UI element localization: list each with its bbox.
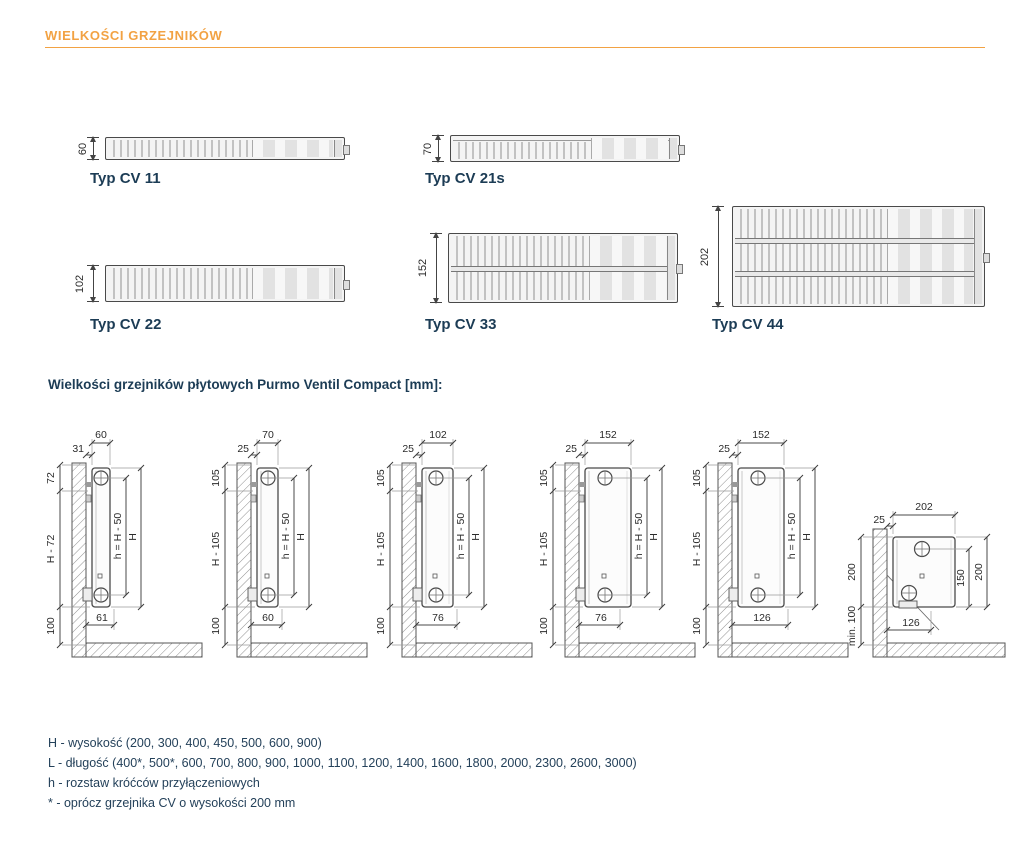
dim-bottom-width: 60 <box>262 612 274 624</box>
connector-knob <box>676 264 683 274</box>
radiator-top-view-cv44 <box>732 206 985 307</box>
dim-lower: 100 <box>210 617 222 635</box>
end-cap <box>669 138 677 159</box>
radiator-top-view-cv33 <box>448 233 678 303</box>
depth-value: 152 <box>416 258 429 278</box>
dim-bottom-width: 76 <box>432 612 444 624</box>
dim-bottom-width: 126 <box>753 612 771 624</box>
dimension-arrow <box>436 233 437 303</box>
radiator-top-view-cv21s <box>450 135 680 162</box>
dim-height: H <box>295 533 307 541</box>
dim-top-width: 102 <box>429 429 447 441</box>
radiator-body <box>248 468 278 607</box>
depth-dimension-cv11 <box>76 137 100 160</box>
depth-value: 202 <box>698 247 711 266</box>
connector-knob <box>983 253 990 263</box>
dim-floor-clearance: min. 100 <box>846 605 858 647</box>
dim-bottom-width: 61 <box>96 612 108 624</box>
dim-wall-gap: 25 <box>718 443 730 455</box>
dimension-arrow <box>718 206 719 307</box>
connector-knob <box>343 280 350 290</box>
dim-middle: H - 105 <box>691 531 703 567</box>
typ-label-cv44: Typ CV 44 <box>712 316 784 333</box>
dim-pipe-spacing: h = H - 50 <box>280 512 292 560</box>
dim-top-width: 70 <box>262 429 274 441</box>
dim-wall-gap: 25 <box>402 443 414 455</box>
dim-bottom-width: 126 <box>902 617 920 629</box>
cross-section-cv11 <box>42 425 210 670</box>
cross-section-cv33-b <box>688 425 856 670</box>
dim-upper: 105 <box>691 469 703 487</box>
dim-wall-gap: 25 <box>873 514 885 526</box>
dim-height: H <box>470 533 482 541</box>
dim-bottom-width: 76 <box>595 612 607 624</box>
dim-lower: 100 <box>45 617 57 635</box>
dim-height-left: 200 <box>846 563 858 581</box>
end-cap <box>974 209 982 304</box>
dim-upper: 72 <box>45 472 57 484</box>
dimension-arrow <box>93 137 94 160</box>
depth-dimension-cv22 <box>73 265 100 302</box>
dim-wall-gap: 31 <box>72 443 84 455</box>
panel-separator <box>735 271 982 277</box>
dim-middle: H - 105 <box>538 531 550 567</box>
page-title: WIELKOŚCI GRZEJNIKÓW <box>45 28 223 43</box>
cross-section-cv22 <box>372 425 540 670</box>
dim-middle: H - 105 <box>375 531 387 567</box>
depth-value: 70 <box>421 142 434 155</box>
dim-pipe-spacing: h = H - 50 <box>786 512 798 560</box>
depth-dimension-cv44 <box>698 206 725 307</box>
radiator-top-view-cv11 <box>105 137 345 160</box>
connector-knob <box>343 145 350 155</box>
depth-value: 60 <box>76 142 89 155</box>
legend-line-pipe-spacing: h - rozstaw króćców przyłączeniowych <box>48 776 260 790</box>
dimension-arrow <box>93 265 94 302</box>
channel-zone <box>887 209 973 304</box>
dim-height-right: 200 <box>973 563 985 581</box>
dim-height: H <box>127 533 139 541</box>
dim-lower: 100 <box>538 617 550 635</box>
end-cap <box>334 140 342 157</box>
dim-top-width: 60 <box>95 429 107 441</box>
depth-dimension-cv33 <box>416 233 443 303</box>
dim-height: H <box>801 533 813 541</box>
dim-upper: 105 <box>538 469 550 487</box>
dim-top-width: 202 <box>915 501 933 513</box>
dim-upper: 105 <box>210 469 222 487</box>
fins-pattern <box>112 268 250 299</box>
depth-dimension-cv21s <box>421 135 445 162</box>
channel-zone <box>252 268 333 299</box>
radiator-body <box>576 468 631 607</box>
dim-upper: 105 <box>375 469 387 487</box>
radiator-body <box>83 468 110 607</box>
panel-separator <box>451 266 675 272</box>
title-rule <box>45 47 985 48</box>
channel-zone <box>591 138 668 159</box>
dim-top-width: 152 <box>752 429 770 441</box>
section-heading: Wielkości grzejników płytowych Purmo Ventil Compact [mm]: <box>48 377 443 392</box>
typ-label-cv21s: Typ CV 21s <box>425 170 505 187</box>
legend-line-length: L - długość (400*, 500*, 600, 700, 800, 900, 1000, 1100, 1200, 1400, 1600, 1800, 2000, 2300, 2600, 3000) <box>48 756 637 770</box>
typ-label-cv22: Typ CV 22 <box>90 316 162 333</box>
dim-pipe-spacing: 150 <box>955 569 967 587</box>
fins-pattern <box>739 209 885 304</box>
radiator-body <box>893 537 955 608</box>
dim-middle: H - 72 <box>45 534 57 564</box>
legend-line-footnote: * - oprócz grzejnika CV o wysokości 200 mm <box>48 796 296 810</box>
cross-section-cv33 <box>535 425 703 670</box>
dim-wall-gap: 25 <box>565 443 577 455</box>
typ-label-cv11: Typ CV 11 <box>90 170 161 187</box>
connector-knob <box>678 145 685 155</box>
dim-pipe-spacing: h = H - 50 <box>112 512 124 560</box>
cross-section-low-profile <box>843 425 1011 670</box>
dim-middle: H - 105 <box>210 531 222 567</box>
radiator-top-view-cv22 <box>105 265 345 302</box>
dim-lower: 100 <box>691 617 703 635</box>
dim-height: H <box>648 533 660 541</box>
fins-pattern <box>112 140 250 157</box>
dimension-arrow <box>438 135 439 162</box>
legend <box>48 733 637 813</box>
fins-pattern <box>457 142 589 159</box>
panel-separator <box>735 238 982 244</box>
depth-value: 102 <box>73 274 86 293</box>
legend-line-height: H - wysokość (200, 300, 400, 450, 500, 600, 900) <box>48 736 322 750</box>
end-cap <box>334 268 342 299</box>
dim-pipe-spacing: h = H - 50 <box>455 512 467 560</box>
radiator-body <box>413 468 453 607</box>
cross-section-cv21s <box>207 425 375 670</box>
dim-pipe-spacing: h = H - 50 <box>633 512 645 560</box>
dim-wall-gap: 25 <box>237 443 249 455</box>
dim-top-width: 152 <box>599 429 617 441</box>
channel-zone <box>252 140 333 157</box>
radiator-body <box>729 468 784 607</box>
dim-lower: 100 <box>375 617 387 635</box>
typ-label-cv33: Typ CV 33 <box>425 316 497 333</box>
end-cap <box>667 236 675 300</box>
